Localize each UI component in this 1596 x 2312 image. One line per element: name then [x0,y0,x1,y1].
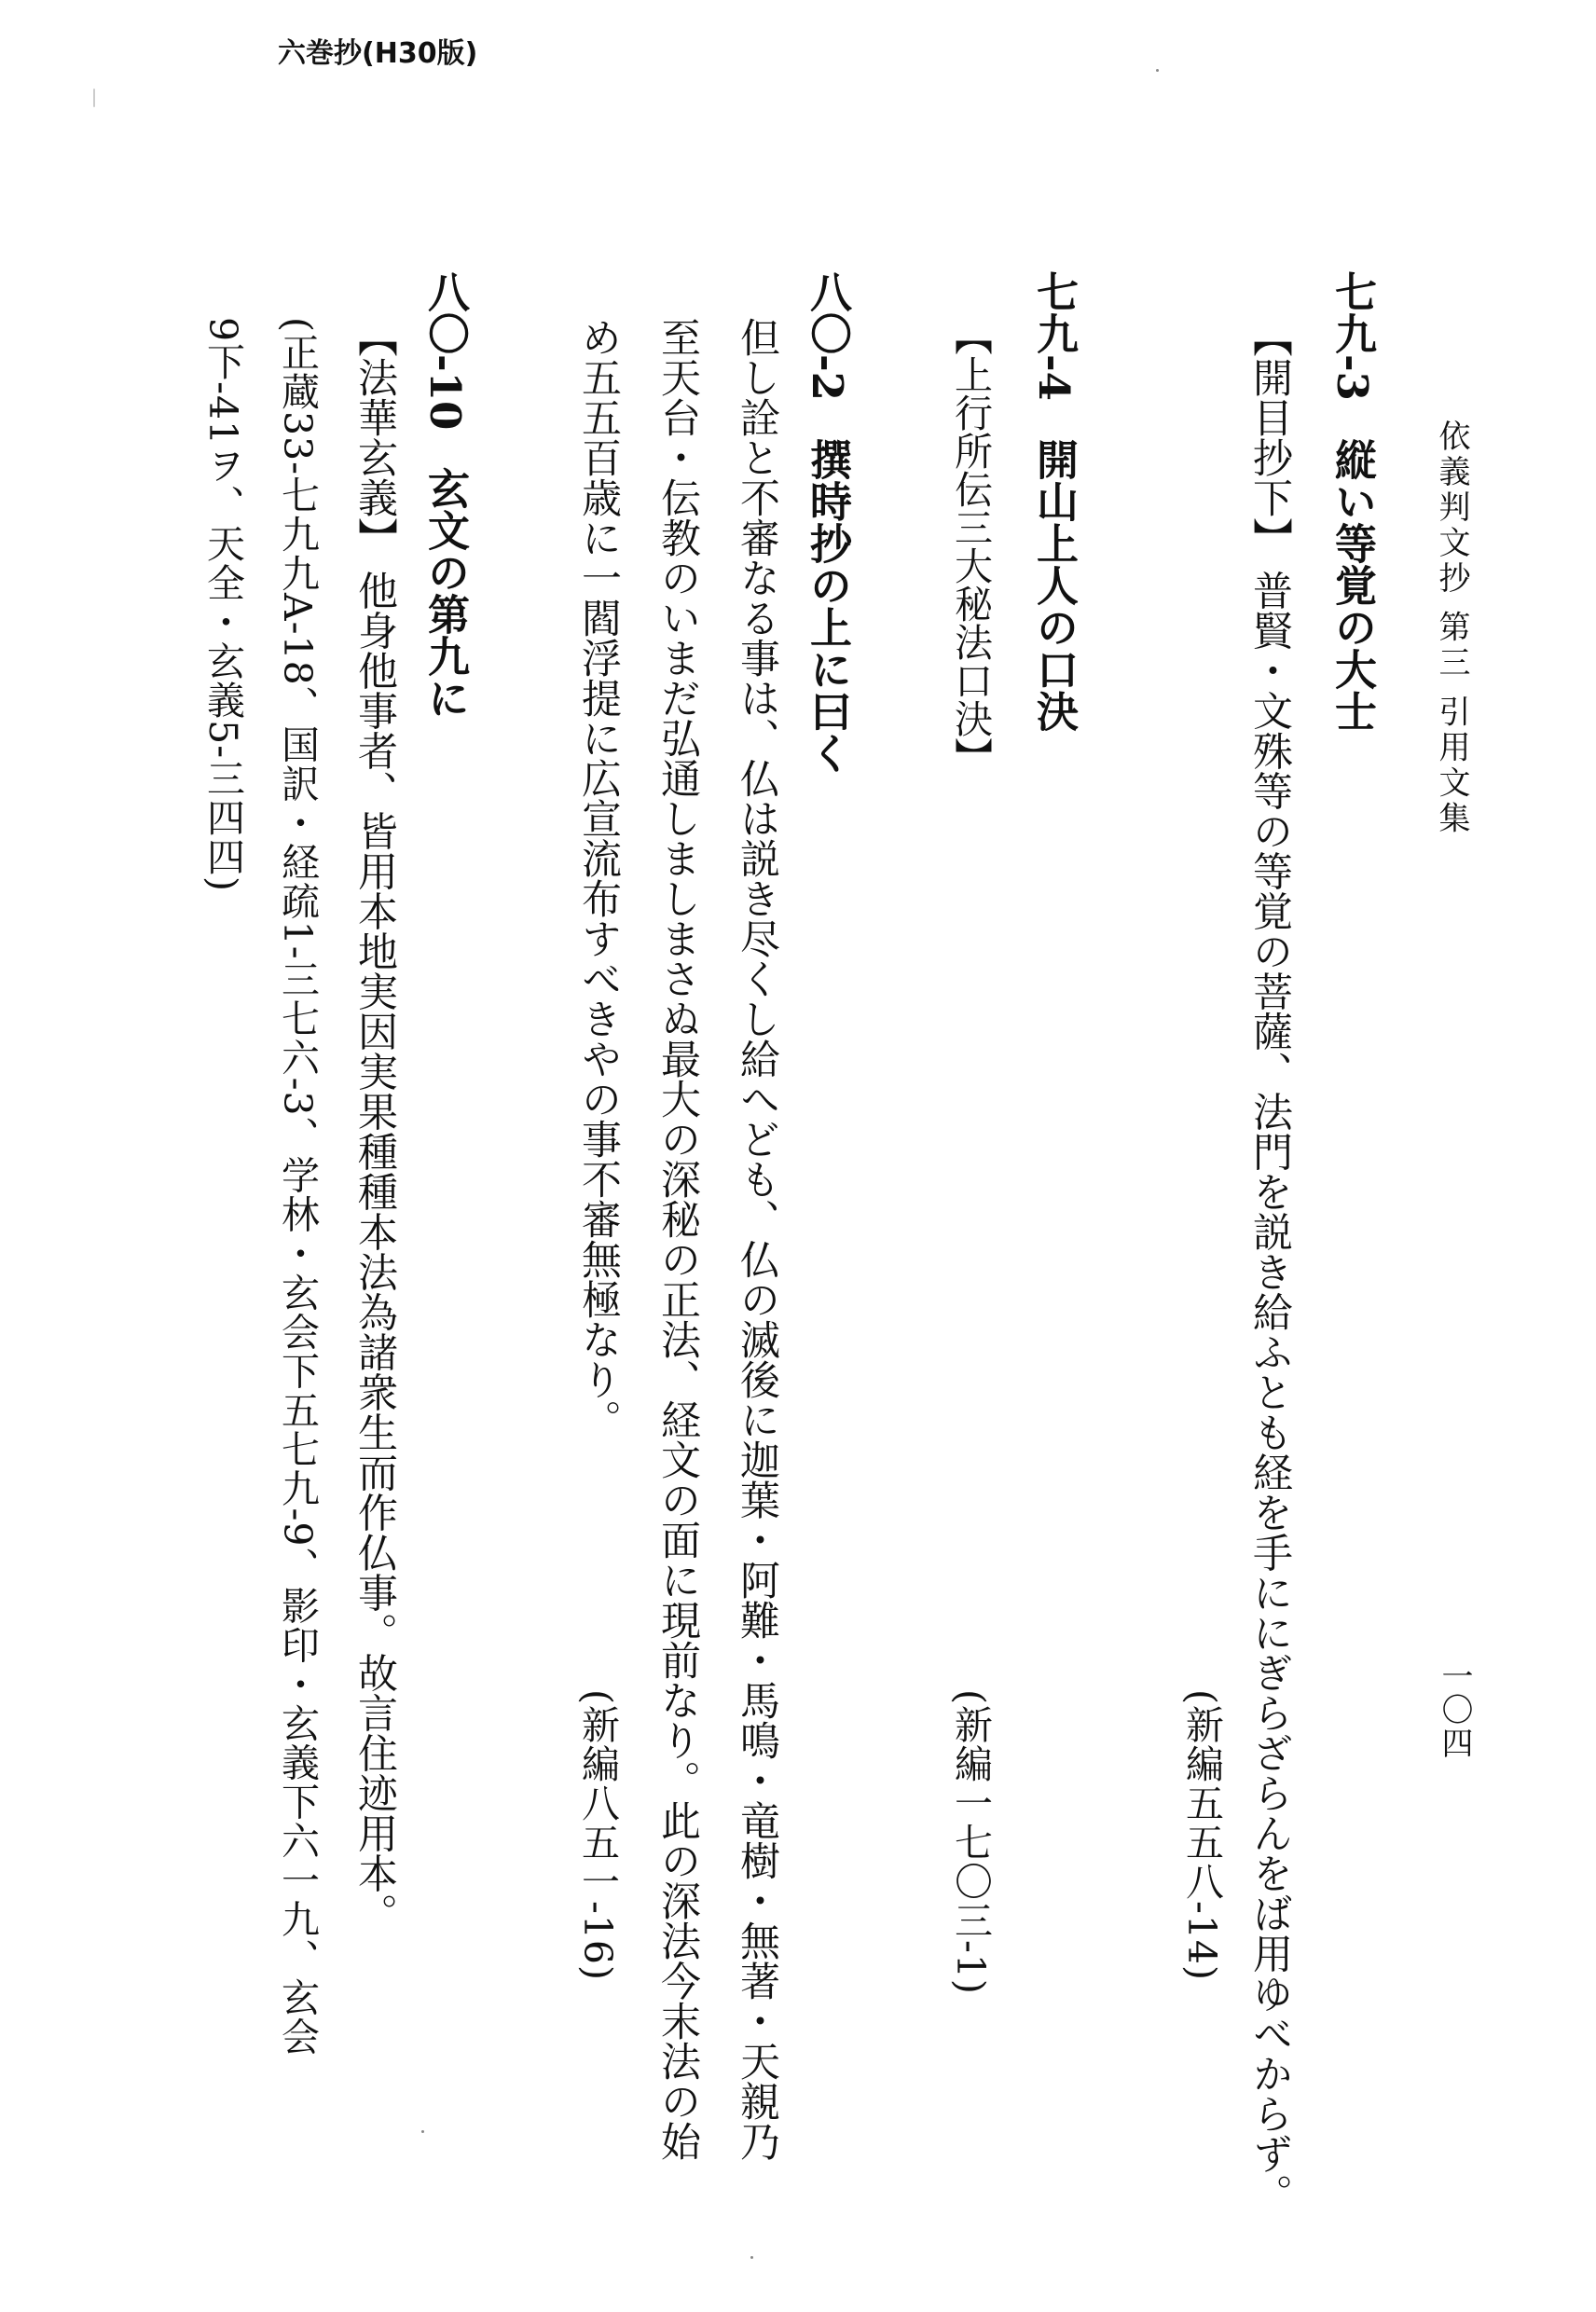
source-title: 【上行所伝三大秘法口決】 [948,317,993,776]
citation: (新編八五一-16) [575,1689,620,1982]
section-title: 玄文の第九に [420,467,470,720]
section-number: 七九-3 [1328,270,1377,401]
running-head: 依義判文抄 第三 引用文集 [1433,420,1470,837]
section-heading-800-2 [803,270,852,774]
scan-speck [93,89,95,107]
text-line: 【開目抄下】 普賢・文殊等の等覚の菩薩、法門を説き給ふとも経を手ににぎらざらんをば用ゆべからず。 [1246,317,1293,2214]
section-number: 八〇-10 [420,270,470,431]
text-line: 但し詮と不審なる事は、仏は説き尽くし給へども、仏の滅後に迦葉・阿難・馬鳴・竜樹・無著・天親乃 [734,317,780,2161]
section-title: 縦い等覚の大士 [1328,438,1377,732]
section-title: 開山上人の口決 [1029,438,1079,732]
text-line: 至天台・伝教のいまだ弘通しましまさぬ最大の深秘の正法、経文の面に現前なり。此の深法今末法の始 [654,317,701,2161]
citation: (新編五五八-14) [1179,1689,1224,1982]
scan-speck [421,2130,424,2133]
citation: (新編一七〇三-1) [948,1689,993,1995]
text-line: め五五百歳に一閻浮提に広宣流布すべきやの事不審無極なり。 [575,317,622,1439]
reference-line: (正蔵33-七九九A-18、国訳・経疏1-三七六-3、学林・玄会下五七九-9、影印・玄義下六一九、玄会 [275,317,320,2057]
text-line: 【法華玄義】 他身他事者、皆用本地実因実果種種本法為諸衆生而作仏事。故言住迹用本。 [351,317,398,1934]
scan-speck [750,2256,753,2259]
section-number: 八〇-2 [803,270,852,401]
section-number: 七九-4 [1029,270,1079,401]
section-heading-799-4 [1029,270,1079,732]
reference-line: 9下-41ヲ、天全・玄義5-三四四) [200,317,245,893]
section-heading-799-3 [1328,270,1377,732]
page-number: 一〇四 [1436,1659,1473,1760]
volume-label: 六巻抄(H30版) [278,37,478,70]
scan-speck [1156,69,1159,72]
section-title: 撰時抄の上に曰く [803,438,852,774]
section-heading-800-10 [420,270,470,720]
